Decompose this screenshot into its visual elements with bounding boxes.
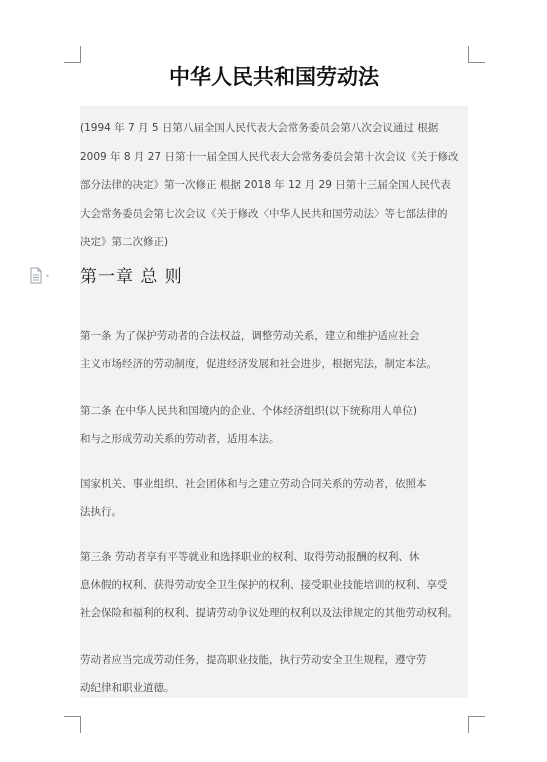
paragraph-line: 法执行。 [80,506,122,518]
paragraph-line: 和与之形成劳动关系的劳动者，适用本法。 [80,433,280,445]
amendment-note[interactable] [80,114,470,257]
crop-mark-top-left [64,46,81,63]
paragraph-line: 动纪律和职业道德。 [80,682,175,694]
paragraph-line: 主义市场经济的劳动制度，促进经济发展和社会进步，根据宪法，制定本法。 [80,358,437,370]
paragraph-line: 第一条 为了保护劳动者的合法权益，调整劳动关系，建立和维护适应社会 [80,330,420,342]
note-line: 大会常务委员会第七次会议《关于修改〈中华人民共和国劳动法〉等七部法律的 [80,207,448,220]
note-line: 2009 年 8 月 27 日第十一届全国人民代表大会常务委员会第十次会议《关于修改 [80,150,459,163]
paragraph-line: 第二条 在中华人民共和国境内的企业、个体经济组织(以下统称用人单位) [80,405,418,417]
paragraph-line: 社会保险和福利的权利、提请劳动争议处理的权利以及法律规定的其他劳动权利。 [80,607,458,619]
paragraph-line: 息休假的权利、获得劳动安全卫生保护的权利、接受职业技能培训的权利、享受 [80,579,448,591]
chevron-down-icon [46,275,49,277]
outline-marker-button[interactable] [28,267,54,285]
chapter-heading[interactable]: 第一章 总 则 [80,267,183,287]
document-icon [28,267,54,285]
note-line: (1994 年 7 月 5 日第八届全国人民代表大会常务委员会第八次会议通过 根据 [80,122,439,134]
note-line: 部分法律的决定》第一次修正 根据 2018 年 12 月 29 日第十三届全国人民代表 [80,179,451,191]
crop-mark-top-right [468,46,485,63]
article-paragraph[interactable] [80,470,472,526]
crop-mark-bottom-left [64,716,81,733]
paragraph-line: 劳动者应当完成劳动任务，提高职业技能，执行劳动安全卫生规程，遵守劳 [80,654,427,666]
paragraph-line: 第三条 劳动者享有平等就业和选择职业的权利、取得劳动报酬的权利、休 [80,551,420,563]
article-paragraph[interactable] [80,646,472,702]
note-line: 决定》第二次修正) [80,236,169,248]
article-paragraph[interactable] [80,322,472,378]
crop-mark-bottom-right [468,716,485,733]
article-paragraph[interactable] [80,543,472,627]
article-paragraph[interactable] [80,397,472,453]
document-title[interactable]: 中华人民共和国劳动法 [169,64,379,89]
paragraph-line: 国家机关、事业组织、社会团体和与之建立劳动合同关系的劳动者，依照本 [80,478,427,490]
